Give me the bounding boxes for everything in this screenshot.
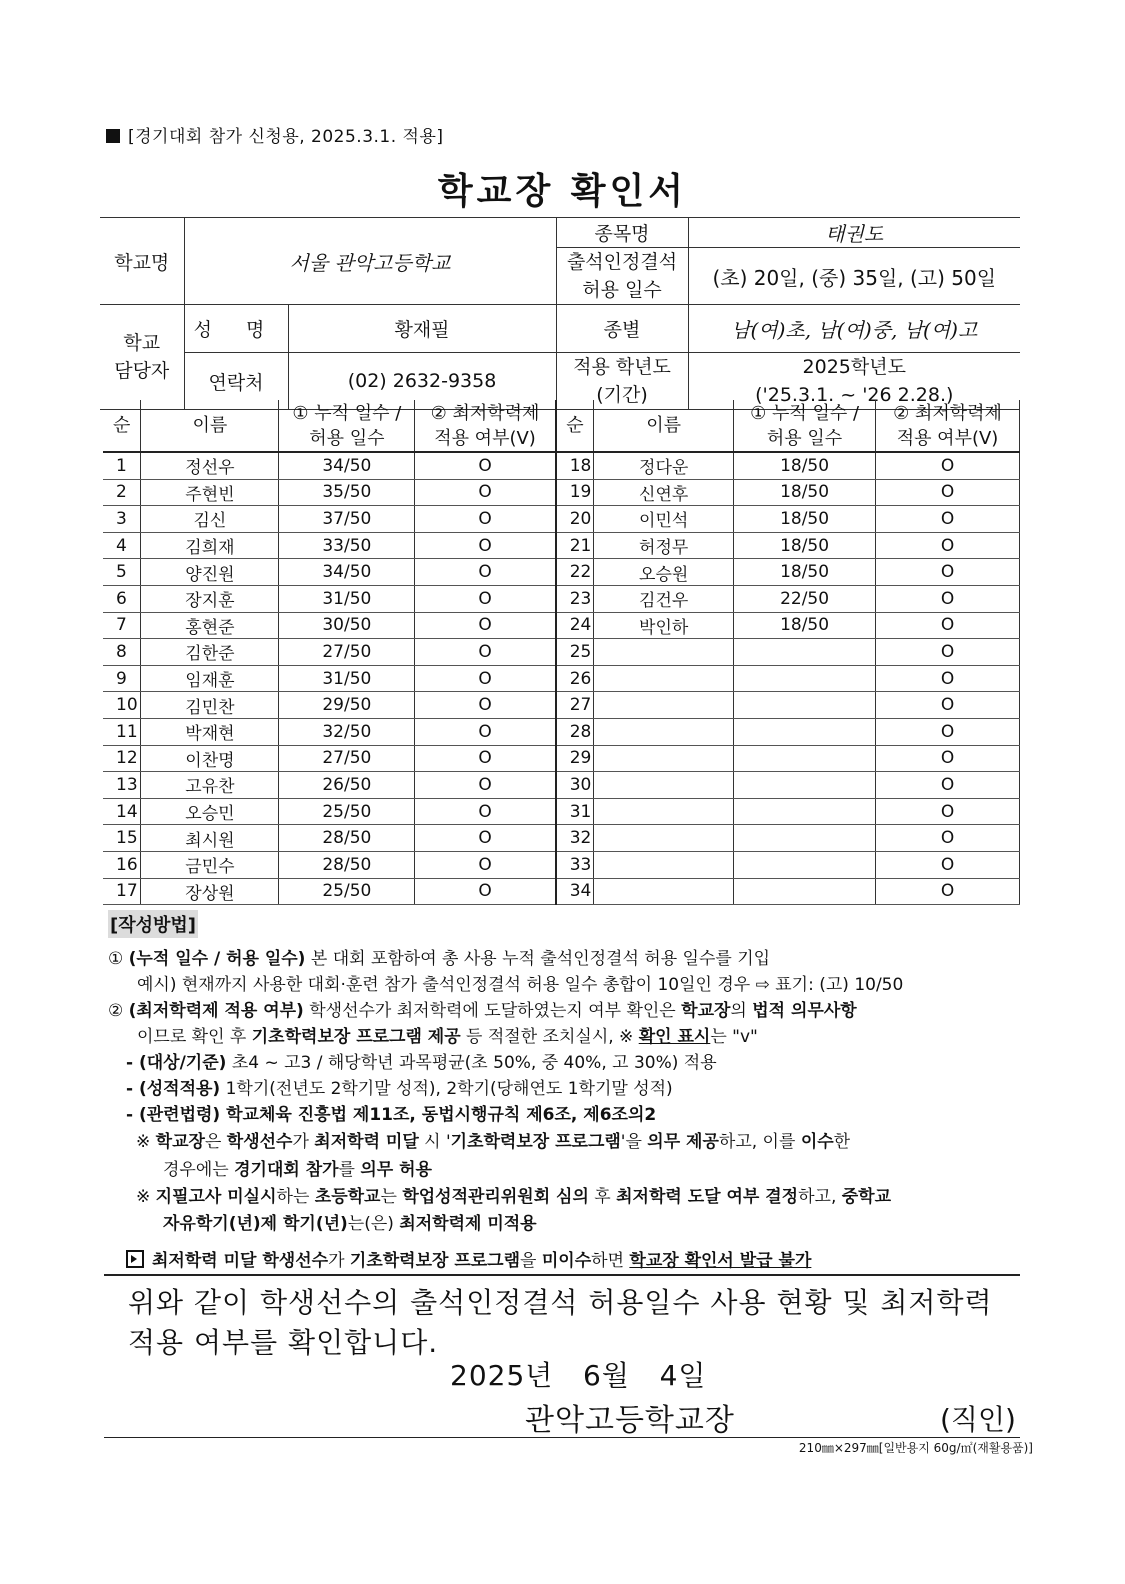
- check-mark: O: [876, 585, 1020, 612]
- check-mark: O: [415, 532, 556, 559]
- note-1: ※ 학교장은 학생선수가 최저학력 미달 시 '기초학력보장 프로그램'을 의무 제공하고, 이를 이수한: [136, 1132, 851, 1152]
- student-name: 고유찬: [141, 772, 279, 799]
- row-seq: 32: [556, 825, 594, 852]
- row-seq: 11: [103, 718, 141, 745]
- days-value: 28/50: [279, 825, 415, 852]
- days-value: 27/50: [279, 745, 415, 772]
- days-value: 18/50: [734, 559, 876, 586]
- criteria-line: - (대상/기준) 초4 ~ 고3 / 해당학년 과목평균(초 50%, 중 40%, 고 30%) 적용: [126, 1053, 717, 1073]
- paper-spec-note: 210㎜×297㎜[일반용지 60g/㎡(재활용품)]: [798, 1441, 1033, 1455]
- sport-value: 태권도: [688, 218, 1020, 248]
- student-name: 김한준: [141, 639, 279, 666]
- note-2: ※ 지필고사 미실시하는 초등학교는 학업성적관리위원회 심의 후 최저학력 도달 여부 결정하고, 중학교: [136, 1187, 892, 1207]
- table-row: [103, 665, 1020, 692]
- check-mark: O: [876, 479, 1020, 506]
- check-mark: O: [876, 692, 1020, 719]
- days-value: 26/50: [279, 772, 415, 799]
- table-row: [103, 718, 1020, 745]
- row-seq: 25: [556, 639, 594, 666]
- check-mark: O: [415, 718, 556, 745]
- row-seq: 7: [103, 612, 141, 639]
- law-line: - (관련법령) 학교체육 진흥법 제11조, 동법시행규칙 제6조, 제6조의2: [126, 1105, 657, 1125]
- staff-name-value: 황재필: [288, 305, 556, 353]
- student-name: [594, 825, 734, 852]
- check-mark: O: [415, 479, 556, 506]
- row-seq: 19: [556, 479, 594, 506]
- grade-apply-line: - (성적적용) 1학기(전년도 2학기말 성적), 2학기(당해연도 1학기말 성적): [126, 1079, 673, 1099]
- student-name: [594, 745, 734, 772]
- days-value: 27/50: [279, 639, 415, 666]
- row-seq: 24: [556, 612, 594, 639]
- days-value: [734, 639, 876, 666]
- check-mark: O: [415, 692, 556, 719]
- student-name: 허정무: [594, 532, 734, 559]
- table-row: [103, 559, 1020, 586]
- check-mark: O: [415, 452, 556, 479]
- check-mark: O: [415, 559, 556, 586]
- school-year-value: 2025학년도 ('25.3.1. ~ '26 2.28.): [688, 353, 1020, 410]
- row-seq: 31: [556, 798, 594, 825]
- student-name: 박인하: [594, 612, 734, 639]
- table-row: [103, 452, 1020, 479]
- student-name: 신연후: [594, 479, 734, 506]
- days-value: [734, 798, 876, 825]
- student-name: 김민찬: [141, 692, 279, 719]
- student-name: 김희재: [141, 532, 279, 559]
- form-usage-note: [경기대회 참가 신청용, 2025.3.1. 적용]: [106, 122, 444, 147]
- issue-date: 2025년 6월 4일: [450, 1359, 707, 1392]
- issuance-notice: 최저학력 미달 학생선수가 기초학력보장 프로그램을 미이수하면 학교장 확인서 발급 불가: [126, 1246, 811, 1271]
- days-value: 18/50: [734, 479, 876, 506]
- student-name: 금민수: [141, 851, 279, 878]
- row-seq: 3: [103, 506, 141, 533]
- table-row: [103, 745, 1020, 772]
- days-value: [734, 665, 876, 692]
- days-value: 30/50: [279, 612, 415, 639]
- check-mark: O: [415, 506, 556, 533]
- instruction-1: ① (누적 일수 / 허용 일수) 본 대회 포함하여 총 사용 누적 출석인정결석 허용 일수를 기입: [108, 949, 771, 969]
- check-mark: O: [415, 745, 556, 772]
- days-value: 34/50: [279, 452, 415, 479]
- row-seq: 22: [556, 559, 594, 586]
- school-name-value: 서울 관악고등학교: [184, 218, 556, 305]
- days-value: 18/50: [734, 612, 876, 639]
- student-name: 정선우: [141, 452, 279, 479]
- row-seq: 29: [556, 745, 594, 772]
- row-seq: 4: [103, 532, 141, 559]
- table-row: [103, 612, 1020, 639]
- days-value: 31/50: [279, 665, 415, 692]
- days-value: 25/50: [279, 798, 415, 825]
- row-seq: 21: [556, 532, 594, 559]
- row-seq: 9: [103, 665, 141, 692]
- row-seq: 26: [556, 665, 594, 692]
- instruction-2: ② (최저학력제 적용 여부) 학생선수가 최저학력에 도달하였는지 여부 확인은 학교장의 법적 의무사항: [108, 1001, 857, 1021]
- check-mark: O: [876, 532, 1020, 559]
- student-name: [594, 718, 734, 745]
- row-seq: 17: [103, 878, 141, 905]
- student-name: 장지훈: [141, 585, 279, 612]
- check-mark: O: [876, 772, 1020, 799]
- name-header: 이름: [141, 400, 279, 452]
- row-seq: 2: [103, 479, 141, 506]
- table-row: [103, 878, 1020, 905]
- student-name: 박재현: [141, 718, 279, 745]
- row-seq: 14: [103, 798, 141, 825]
- student-name: 임재훈: [141, 665, 279, 692]
- student-name: 홍현준: [141, 612, 279, 639]
- instructions-section: [108, 910, 1028, 938]
- row-seq: 20: [556, 506, 594, 533]
- principal-name: 관악고등학교장: [525, 1403, 735, 1438]
- row-seq: 18: [556, 452, 594, 479]
- days-value: [734, 745, 876, 772]
- days-header: ① 누적 일수 / 허용 일수: [734, 400, 876, 452]
- row-seq: 10: [103, 692, 141, 719]
- table-row: [103, 825, 1020, 852]
- school-year-label: 적용 학년도 (기간): [556, 353, 688, 410]
- check-mark: O: [415, 825, 556, 852]
- days-value: [734, 718, 876, 745]
- table-row: [103, 851, 1020, 878]
- check-mark: O: [415, 585, 556, 612]
- student-name: 이민석: [594, 506, 734, 533]
- allow-days-label: 출석인정결석 허용 일수: [556, 248, 688, 305]
- gender-value: 남(여)초, 남(여)중, 남(여)고: [688, 305, 1020, 353]
- student-name: 김신: [141, 506, 279, 533]
- days-value: 18/50: [734, 452, 876, 479]
- table-row: [103, 479, 1020, 506]
- check-mark: O: [415, 639, 556, 666]
- seq-header: 순: [556, 400, 594, 452]
- row-seq: 30: [556, 772, 594, 799]
- check-mark: O: [876, 851, 1020, 878]
- check-mark: O: [876, 798, 1020, 825]
- sport-label: 종목명: [556, 218, 688, 248]
- row-seq: 1: [103, 452, 141, 479]
- bottom-divider: [104, 1437, 1020, 1438]
- check-mark: O: [876, 559, 1020, 586]
- student-name: [594, 878, 734, 905]
- student-name: 정다운: [594, 452, 734, 479]
- contact-label: 연락처: [184, 353, 288, 410]
- roster-header-row: [103, 400, 1020, 452]
- table-row: [103, 692, 1020, 719]
- days-value: [734, 878, 876, 905]
- days-value: 34/50: [279, 559, 415, 586]
- student-name: [594, 692, 734, 719]
- check-mark: O: [415, 772, 556, 799]
- row-seq: 34: [556, 878, 594, 905]
- school-name-label: 학교명: [100, 218, 184, 305]
- table-row: [103, 798, 1020, 825]
- days-value: 37/50: [279, 506, 415, 533]
- check-mark: O: [415, 665, 556, 692]
- staff-label: 학교 담당자: [100, 305, 184, 410]
- days-value: 29/50: [279, 692, 415, 719]
- arrow-box-icon: [126, 1250, 144, 1268]
- table-row: [103, 639, 1020, 666]
- seq-header: 순: [103, 400, 141, 452]
- student-name: 양진원: [141, 559, 279, 586]
- check-mark: O: [876, 718, 1020, 745]
- student-name: [594, 639, 734, 666]
- student-roster-table: [103, 400, 1020, 905]
- instruction-1-example: 예시) 현재까지 사용한 대회·훈련 참가 출석인정결석 허용 일수 총합이 10일인 경우 ⇨ 표기: (고) 10/50: [137, 975, 904, 995]
- days-value: 22/50: [734, 585, 876, 612]
- days-value: 25/50: [279, 878, 415, 905]
- square-bullet-icon: [106, 129, 120, 143]
- note-1-cont: 경우에는 경기대회 참가를 의무 허용: [163, 1160, 432, 1180]
- note-2-cont: 자유학기(년)제 학기(년)는(은) 최저학력제 미적용: [163, 1214, 537, 1234]
- confirmation-statement: 위와 같이 학생선수의 출석인정결석 허용일수 사용 현황 및 최저학력 적용 여부를 확인합니다.: [128, 1286, 993, 1359]
- days-value: [734, 772, 876, 799]
- allow-days-value: (초) 20일, (중) 35일, (고) 50일: [688, 248, 1020, 305]
- contact-value: (02) 2632-9358: [288, 353, 556, 410]
- days-value: 28/50: [279, 851, 415, 878]
- student-name: 김건우: [594, 585, 734, 612]
- check-mark: O: [415, 798, 556, 825]
- table-row: [103, 772, 1020, 799]
- check-mark: O: [876, 452, 1020, 479]
- check-header: ② 최저학력제 적용 여부(V): [415, 400, 556, 452]
- days-value: 31/50: [279, 585, 415, 612]
- check-header: ② 최저학력제 적용 여부(V): [876, 400, 1020, 452]
- check-mark: O: [415, 612, 556, 639]
- name-header: 이름: [594, 400, 734, 452]
- student-name: 이찬명: [141, 745, 279, 772]
- row-seq: 33: [556, 851, 594, 878]
- days-value: 33/50: [279, 532, 415, 559]
- check-mark: O: [415, 878, 556, 905]
- table-row: [103, 585, 1020, 612]
- document-title: 학교장 확인서: [437, 171, 688, 212]
- divider: [104, 1274, 1020, 1276]
- staff-name-label: 성 명: [184, 305, 288, 353]
- table-row: [103, 532, 1020, 559]
- row-seq: 28: [556, 718, 594, 745]
- days-value: 32/50: [279, 718, 415, 745]
- student-name: [594, 851, 734, 878]
- days-value: [734, 851, 876, 878]
- student-name: 주현빈: [141, 479, 279, 506]
- instructions-title: [작성방법]: [108, 910, 198, 938]
- check-mark: O: [876, 745, 1020, 772]
- check-mark: O: [876, 506, 1020, 533]
- row-seq: 13: [103, 772, 141, 799]
- table-row: [103, 506, 1020, 533]
- student-name: [594, 665, 734, 692]
- row-seq: 8: [103, 639, 141, 666]
- official-seal-mark: (직인): [940, 1403, 1016, 1436]
- days-value: [734, 692, 876, 719]
- check-mark: O: [876, 878, 1020, 905]
- check-mark: O: [876, 665, 1020, 692]
- days-value: [734, 825, 876, 852]
- gender-label: 종별: [556, 305, 688, 353]
- student-name: 오승민: [141, 798, 279, 825]
- student-name: [594, 798, 734, 825]
- check-mark: O: [415, 851, 556, 878]
- days-value: 35/50: [279, 479, 415, 506]
- row-seq: 16: [103, 851, 141, 878]
- days-header: ① 누적 일수 / 허용 일수: [279, 400, 415, 452]
- school-info-table: [100, 217, 1020, 410]
- student-name: 최시원: [141, 825, 279, 852]
- instruction-2-cont: 이므로 확인 후 기초학력보장 프로그램 제공 등 적절한 조치실시, ※ 확인 표시는 "v": [137, 1027, 758, 1047]
- student-name: 장상원: [141, 878, 279, 905]
- row-seq: 12: [103, 745, 141, 772]
- row-seq: 5: [103, 559, 141, 586]
- student-name: 오승원: [594, 559, 734, 586]
- check-mark: O: [876, 639, 1020, 666]
- row-seq: 23: [556, 585, 594, 612]
- check-mark: O: [876, 825, 1020, 852]
- days-value: 18/50: [734, 506, 876, 533]
- check-mark: O: [876, 612, 1020, 639]
- student-name: [594, 772, 734, 799]
- row-seq: 6: [103, 585, 141, 612]
- row-seq: 27: [556, 692, 594, 719]
- row-seq: 15: [103, 825, 141, 852]
- days-value: 18/50: [734, 532, 876, 559]
